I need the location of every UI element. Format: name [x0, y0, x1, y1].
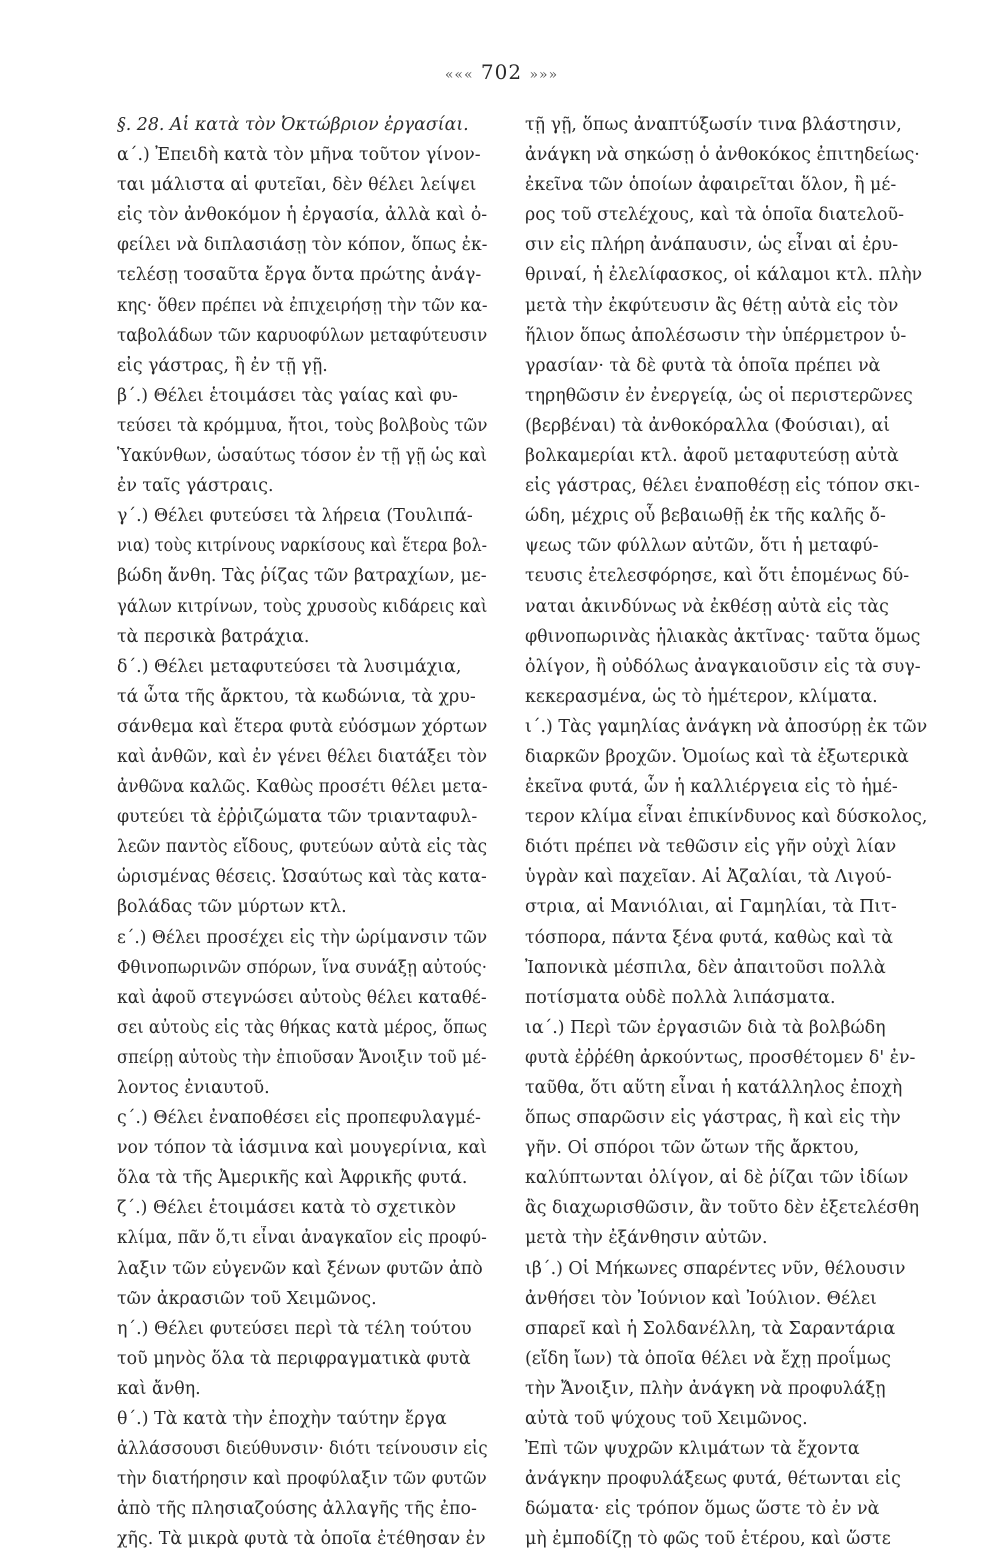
left-column	[117, 110, 487, 1555]
text-line: στρια, αἱ Μανιόλιαι, αἱ Γαμηλίαι, τὰ Πιτ-	[525, 897, 897, 918]
text-line: (βερβέναι) τὰ ἀνθοκόραλλα (Φούσιαι), αἱ	[525, 415, 891, 436]
text-line: α΄.) Ἐπειδὴ κατὰ τὸν μῆνα τοῦτον γίνον-	[117, 145, 481, 166]
text-line: καὶ ἄνθη.	[117, 1378, 201, 1399]
page-number: 702	[480, 60, 523, 84]
text-line: εἰς γάστρας, θέλει ἐναποθέσῃ εἰς τόπον σκι-	[525, 476, 920, 497]
text-line: λαξιν τῶν εὐγενῶν καὶ ξένων φυτῶν ἀπὸ	[117, 1258, 483, 1279]
text-line: μετὰ τὴν ἐξάνθησιν αὐτῶν.	[525, 1228, 768, 1249]
ornament-right: »»»	[529, 67, 559, 83]
text-line: λοντος ἐνιαυτοῦ.	[117, 1078, 270, 1098]
text-line: τεύσει τὰ κρόμμυα, ἤτοι, τοὺς βολβοὺς τῶν	[117, 415, 488, 436]
text-line: τελέσῃ τοσαῦτα ἔργα ὄντα πρώτης ἀνάγ-	[117, 265, 482, 286]
text-line: λεῶν παντὸς εἴδους, φυτεύων αὐτὰ εἰς τὰς	[117, 837, 488, 858]
text-line: σάνθεμα καὶ ἕτερα φυτὰ εὐόσμων χόρτων	[117, 716, 488, 737]
text-line: φείλει νὰ διπλασιάσῃ τὸν κόπον, ὅπως ἐκ-	[117, 235, 488, 256]
text-line: θ΄.) Τὰ κατὰ τὴν ἐποχὴν ταύτην ἔργα	[117, 1409, 447, 1430]
text-line: ια΄.) Περὶ τῶν ἐργασιῶν διὰ τὰ βολβώδη	[525, 1017, 886, 1038]
text-line: ἀνάγκην προφυλάξεως φυτά, θέτωνται εἰς	[525, 1469, 901, 1490]
text-line: ταῦθα, ὅτι αὕτη εἶναι ἡ κατάλληλος ἐποχὴ	[525, 1078, 903, 1098]
text-line: τὴν διατήρησιν καὶ προφύλαξιν τῶν φυτῶν	[117, 1469, 487, 1490]
text-line: Φθινοπωρινῶν σπόρων, ἵνα συνάξῃ αὐτούς·	[117, 957, 488, 978]
text-line: ἂς διαχωρισθῶσιν, ἂν τοῦτο δὲν ἐξετελέσθη	[525, 1198, 920, 1219]
text-line: ς΄.) Θέλει ἐναποθέσει εἰς προπεφυλαγμέ-	[117, 1108, 481, 1129]
text-line: βολάδας τῶν μύρτων κτλ.	[117, 897, 347, 918]
text-line: §. 28. Αἱ κατὰ τὸν Ὀκτώβριον ἐργασίαι.	[117, 115, 469, 135]
text-line: ὅπως σπαρῶσιν εἰς γάστρας, ἢ καὶ εἰς τὴν	[525, 1108, 901, 1129]
text-line: κλίμα, πᾶν ὅ,τι εἶναι ἀναγκαῖον εἰς προφύ-	[117, 1228, 487, 1249]
text-line: ποτίσματα οὐδὲ πολλὰ λιπάσματα.	[525, 987, 836, 1008]
text-line: διότι πρέπει νὰ τεθῶσιν εἰς γῆν οὐχὶ λίαν	[525, 837, 897, 858]
text-line: ώδη, μέχρις οὗ βεβαιωθῇ ἐκ τῆς καλῆς ὄ-	[525, 506, 886, 527]
text-line: ταβολάδων τῶν καρυοφύλων μεταφύτευσιν	[117, 325, 488, 346]
text-line: γάλων κιτρίνων, τοὺς χρυσοὺς κιδάρεις καὶ	[117, 596, 488, 617]
text-line: νον τόπον τὰ ἰάσμινα καὶ μουγερίνια, καὶ	[117, 1138, 488, 1159]
text-line: ὑγρὰν καὶ παχεῖαν. Αἱ Ἀζαλίαι, τὰ Λιγού-	[525, 867, 892, 888]
text-line: νια) τοὺς κιτρίνους ναρκίσους καὶ ἕτερα βολ-	[117, 536, 488, 557]
text-line: (εἴδη ἴων) τὰ ὁποῖα θέλει νὰ ἔχῃ προΐμως	[525, 1348, 891, 1369]
text-line: τῇ γῇ, ὅπως ἀναπτύξωσίν τινα βλάστησιν,	[525, 115, 902, 135]
text-line: γῆν. Οἱ σπόροι τῶν ὤτων τῆς ἄρκτου,	[525, 1138, 860, 1159]
text-line: Ἐπὶ τῶν ψυχρῶν κλιμάτων τὰ ἔχοντα	[525, 1439, 860, 1460]
text-line: τοῦ μηνὸς ὅλα τὰ περιφραγματικὰ φυτὰ	[117, 1348, 471, 1369]
text-line: εἰς τὸν ἀνθοκόμον ἡ ἐργασία, ἀλλὰ καὶ ὀ-	[117, 205, 488, 226]
text-line: ὀλίγον, ἢ οὐδόλως ἀναγκαιοῦσιν εἰς τὰ συγ-	[525, 656, 921, 677]
text-line: διαρκῶν βροχῶν. Ὁμοίως καὶ τὰ ἐξωτερικὰ	[525, 746, 909, 767]
text-line: θριναί, ἡ ἐλελίφασκος, οἱ κάλαμοι κτλ. πλὴν	[525, 265, 923, 286]
text-line: ε΄.) Θέλει προσέχει εἰς τὴν ὡρίμανσιν τῶν	[117, 927, 488, 948]
page-header	[0, 60, 1003, 84]
text-line: σπαρεῖ καὶ ἡ Σολδανέλλη, τὰ Σαραντάρια	[525, 1318, 896, 1339]
text-line: τὴν Ἄνοιξιν, πλὴν ἀνάγκη νὰ προφυλάξῃ	[525, 1378, 886, 1399]
text-line: ἥλιον ὅπως ἀπολέσωσιν τὴν ὑπέρμετρον ὑ-	[525, 325, 907, 346]
text-line: φυτεύει τὰ ἐῤῥιζώματα τῶν τριανταφυλ-	[117, 807, 478, 828]
text-line: ἀνάγκη νὰ σηκώσῃ ὁ ἀνθοκόκος ἐπιτηδείως·	[525, 145, 920, 166]
text-line: ἀνθήσει τὸν Ἰούνιον καὶ Ἰούλιον. Θέλει	[525, 1288, 877, 1309]
text-line: ὅλα τὰ τῆς Ἀμερικῆς καὶ Ἀφρικῆς φυτά.	[117, 1168, 468, 1189]
text-line: σπείρῃ αὐτοὺς τὴν ἐπιοῦσαν Ἄνοιξιν τοῦ μέ-	[117, 1047, 487, 1068]
text-line: τόσπορα, πάντα ξένα φυτά, καθὼς καὶ τὰ	[525, 927, 893, 948]
text-line: ἐκεῖνα τῶν ὁποίων ἀφαιρεῖται ὅλον, ἢ μέ-	[525, 175, 897, 196]
text-line: ζ΄.) Θέλει ἑτοιμάσει κατὰ τὸ σχετικὸν	[117, 1198, 457, 1219]
text-line: βώδη ἄνθη. Τὰς ῥίζας τῶν βατραχίων, με-	[117, 566, 487, 587]
text-line: Ἰαπονικὰ μέσπιλα, δὲν ἀπαιτοῦσι πολλὰ	[525, 957, 886, 978]
text-line: ιβ΄.) Οἱ Μήκωνες σπαρέντες νῦν, θέλουσιν	[525, 1258, 906, 1279]
text-line: κης· ὅθεν πρέπει νὰ ἐπιχειρήσῃ τὴν τῶν κα-	[117, 295, 488, 316]
text-line: μετὰ τὴν ἐκφύτευσιν ἂς θέτῃ αὐτὰ εἰς τὸν	[525, 295, 899, 316]
text-line: δ΄.) Θέλει μεταφυτεύσει τὰ λυσιμάχια,	[117, 656, 462, 677]
text-line: δώματα· εἰς τρόπον ὅμως ὥστε τὸ ἐν νὰ	[525, 1499, 880, 1520]
text-line: τά ὦτα τῆς ἄρκτου, τὰ κωδώνια, τὰ χρυ-	[117, 686, 476, 707]
text-line: ρος τοῦ στελέχους, καὶ τὰ ὁποῖα διατελοῦ-	[525, 205, 904, 226]
text-line: β΄.) Θέλει ἑτοιμάσει τὰς γαίας καὶ φυ-	[117, 385, 458, 406]
text-line: φυτὰ ἐῤῥέθη ἀρκούντως, προσθέτομεν δ' ἐν-	[525, 1047, 916, 1068]
text-line: φθινοπωρινὰς ἡλιακὰς ἀκτῖνας· ταῦτα ὅμως	[525, 626, 921, 647]
text-line: ι΄.) Τὰς γαμηλίας ἀνάγκη νὰ ἀποσύρῃ ἐκ τῶν	[525, 716, 928, 737]
text-line: η΄.) Θέλει φυτεύσει περὶ τὰ τέλη τούτου	[117, 1318, 472, 1339]
text-line: ὡρισμένας θέσεις. Ὡσαύτως καὶ τὰς κατα-	[117, 867, 487, 888]
text-line: ται μάλιστα αἱ φυτεῖαι, δὲν θέλει λείψει	[117, 175, 477, 196]
text-line: χῆς. Τὰ μικρὰ φυτὰ τὰ ὁποῖα ἐτέθησαν ἐν	[117, 1529, 486, 1550]
text-line: ἀπὸ τῆς πλησιαζούσης ἀλλαγῆς τῆς ἐπο-	[117, 1499, 477, 1520]
ornament-left: «««	[444, 67, 474, 83]
right-column	[525, 110, 937, 1555]
text-line: κεκερασμένα, ὡς τὸ ἡμέτερον, κλίματα.	[525, 686, 878, 707]
text-line: τὰ περσικὰ βατράχια.	[117, 626, 310, 647]
text-line: τῶν ἀκρασιῶν τοῦ Χειμῶνος.	[117, 1288, 377, 1309]
text-line: Ὑακύνθων, ὡσαύτως τόσον ἐν τῇ γῇ ὡς καὶ	[117, 446, 488, 467]
text-line: τερον κλίμα εἶναι ἐπικίνδυνος καὶ δύσκολος,	[525, 807, 928, 828]
text-line: ἀλλάσσουσι διεύθυνσιν· διότι τείνουσιν εἰς	[117, 1439, 488, 1460]
text-line: ἀνθῶνα καλῶς. Καθὼς προσέτι θέλει μετα-	[117, 777, 488, 798]
text-line: γ΄.) Θέλει φυτεύσει τὰ λήρεια (Τουλιπά-	[117, 506, 473, 527]
text-line: τηρηθῶσιν ἐν ἐνεργείᾳ, ὡς οἱ περιστερῶνες	[525, 385, 913, 406]
text-line: τευσις ἐτελεσφόρησε, καὶ ὅτι ἑπομένως δύ-	[525, 566, 910, 587]
text-line: μὴ ἐμποδίζῃ τὸ φῶς τοῦ ἑτέρου, καὶ ὥστε	[525, 1529, 891, 1550]
text-line: αὐτὰ τοῦ ψύχους τοῦ Χειμῶνος.	[525, 1409, 808, 1430]
text-line: γρασίαν· τὰ δὲ φυτὰ τὰ ὁποῖα πρέπει νὰ	[525, 355, 881, 376]
text-line: εἰς γάστρας, ἢ ἐν τῇ γῇ.	[117, 355, 328, 376]
text-line: καὶ ἀφοῦ στεγνώσει αὐτοὺς θέλει καταθέ-	[117, 987, 487, 1008]
text-line: καλύπτωνται ὀλίγον, αἱ δὲ ῥίζαι τῶν ἰδίων	[525, 1168, 909, 1189]
text-line: ναται ἀκινδύνως νὰ ἐκθέσῃ αὐτὰ εἰς τὰς	[525, 596, 889, 617]
text-line: σει αὐτοὺς εἰς τὰς θήκας κατὰ μέρος, ὅπως	[117, 1017, 488, 1038]
text-line: ψεως τῶν φύλλων αὐτῶν, ὅτι ἡ μεταφύ-	[525, 536, 879, 557]
text-line: βολκαμερίαι κτλ. ἀφοῦ μεταφυτεύσῃ αὐτὰ	[525, 446, 899, 467]
text-line: σιν εἰς πλήρη ἀνάπαυσιν, ὡς εἶναι αἱ ἐρυ-	[525, 235, 899, 256]
text-line: ἐν ταῖς γάστραις.	[117, 476, 274, 497]
text-line: ἐκεῖνα φυτά, ὧν ἡ καλλιέργεια εἰς τὸ ἡμέ-	[525, 777, 898, 798]
text-line: καὶ ἀνθῶν, καὶ ἐν γένει θέλει διατάξει τὸν	[117, 746, 488, 767]
